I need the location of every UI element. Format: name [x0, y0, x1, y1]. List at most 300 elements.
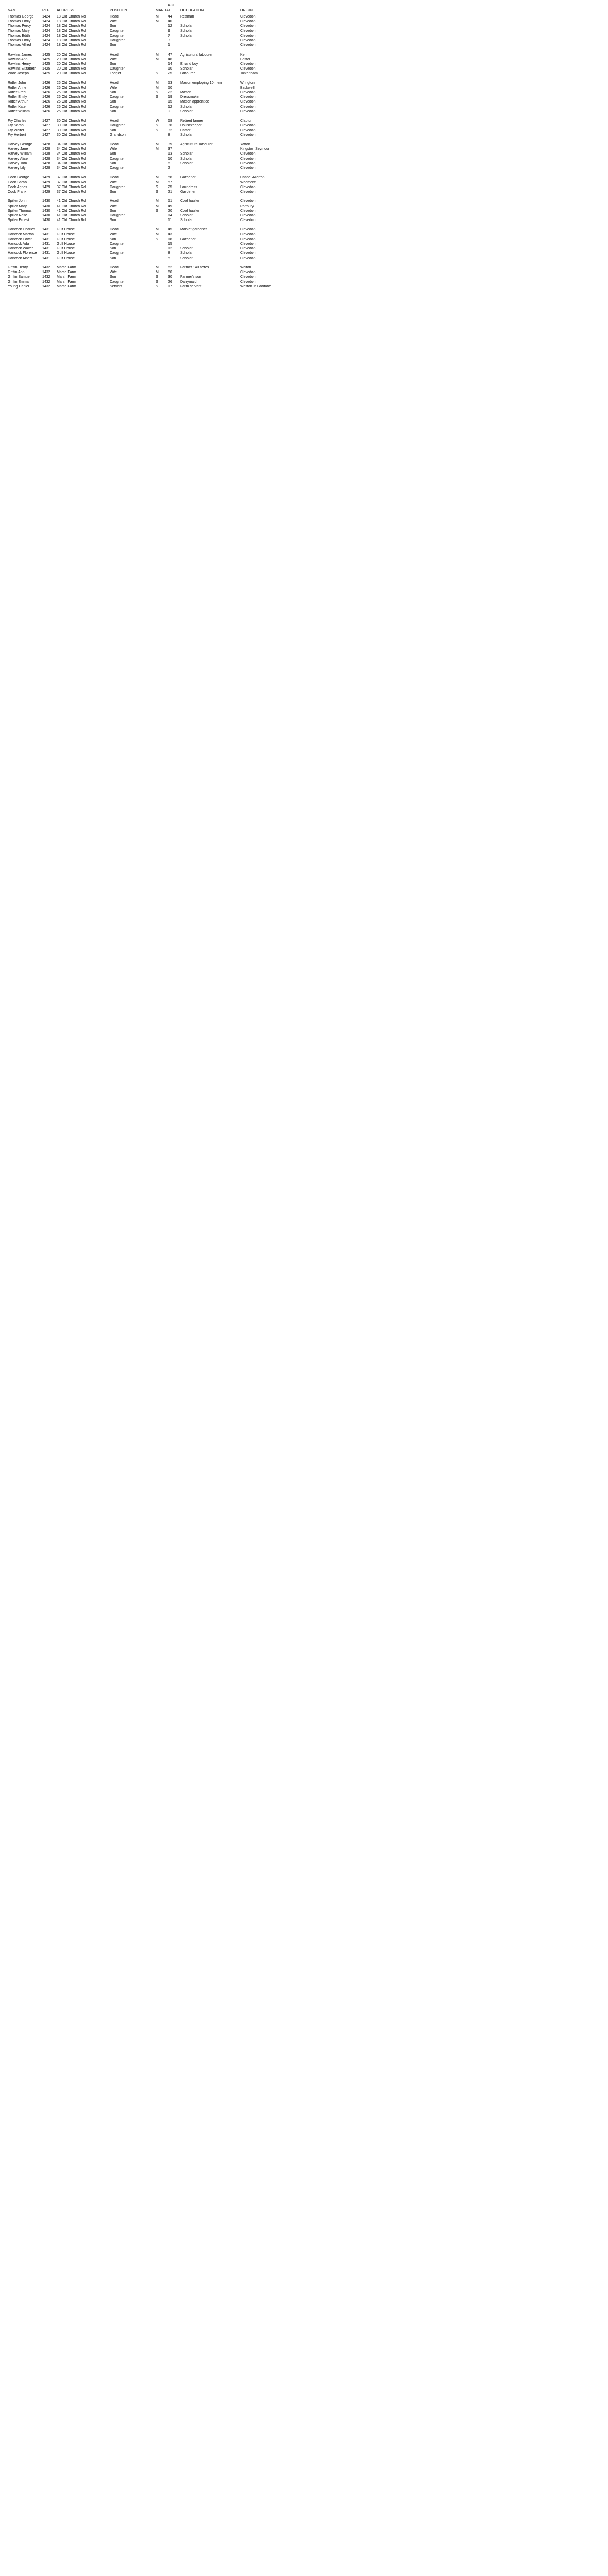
cell-ref: 1424 [42, 43, 50, 47]
cell-position: Son [110, 161, 116, 165]
cell-name: Rawlins Henry [8, 62, 31, 66]
cell-address: 26 Old Church Rd [57, 95, 86, 99]
cell-name: Thomas Edith [8, 33, 30, 38]
person-row [0, 199, 608, 204]
cell-ref: 1428 [42, 147, 50, 151]
cell-age: 9 [168, 29, 170, 33]
cell-position: Daughter [110, 280, 125, 284]
cell-address: 18 Old Church Rd [57, 24, 86, 28]
cell-position: Son [110, 209, 116, 213]
cell-marital: W [156, 119, 159, 123]
cell-occupation: Scholar [180, 67, 193, 71]
cell-ref: 1430 [42, 218, 50, 223]
cell-occupation: Scholar [180, 218, 193, 223]
cell-ref: 1428 [42, 143, 50, 147]
cell-origin: Clevedon [240, 152, 256, 156]
cell-age: 58 [168, 176, 172, 180]
cell-occupation: Scholar [180, 33, 193, 38]
cell-occupation: Farm servant [180, 284, 202, 289]
cell-origin: Clevedon [240, 251, 256, 256]
cell-age: 57 [168, 180, 172, 184]
cell-address: 41 Old Church Rd [57, 213, 86, 217]
cell-ref: 1431 [42, 256, 50, 260]
cell-origin: Clevedon [240, 109, 256, 113]
cell-age: 12 [168, 105, 172, 109]
cell-position: Son [110, 275, 116, 279]
cell-occupation: Scholar [180, 105, 193, 109]
cell-age: 30 [168, 275, 172, 279]
cell-position: Son [110, 190, 116, 194]
cell-name: Cook Frank [8, 190, 27, 194]
cell-origin: Tickenham [240, 72, 258, 76]
person-row [0, 24, 608, 28]
cell-name: Ridler William [8, 109, 30, 113]
header-position: POSITION [110, 9, 127, 12]
cell-position: Wife [110, 86, 117, 90]
cell-position: Daughter [110, 124, 125, 128]
cell-marital: M [156, 86, 159, 90]
cell-position: Head [110, 199, 119, 204]
cell-age: 25 [168, 185, 172, 189]
cell-age: 68 [168, 119, 172, 123]
cell-origin: Clevedon [240, 237, 256, 241]
cell-name: Thomas Percy [8, 24, 31, 28]
cell-ref: 1431 [42, 228, 50, 232]
cell-name: Cook Agnes [8, 185, 27, 189]
cell-address: Gulf House [57, 242, 75, 246]
cell-origin: Clevedon [240, 124, 256, 128]
cell-age: 9 [168, 109, 170, 113]
cell-address: 26 Old Church Rd [57, 105, 86, 109]
person-row [0, 128, 608, 133]
cell-name: Thomas Emily [8, 38, 31, 42]
cell-occupation: Errand boy [180, 62, 198, 66]
cell-marital: S [156, 185, 158, 189]
cell-origin: Clevedon [240, 157, 256, 161]
cell-age: 47 [168, 53, 172, 57]
cell-occupation: Market gardener [180, 228, 207, 232]
cell-address: 34 Old Church Rd [57, 152, 86, 156]
header-marital: MARITAL [156, 9, 171, 12]
cell-address: Marsh Farm [57, 265, 76, 269]
cell-origin: Clevedon [240, 15, 256, 19]
cell-origin: Clevedon [240, 199, 256, 204]
person-row [0, 53, 608, 57]
cell-position: Wife [110, 270, 117, 275]
cell-occupation: Carter [180, 128, 191, 132]
cell-occupation: Farmer 140 acres [180, 265, 209, 269]
cell-ref: 1428 [42, 157, 50, 161]
cell-position: Son [110, 43, 116, 47]
cell-age: 17 [168, 284, 172, 289]
cell-position: Head [110, 228, 119, 232]
cell-name: Hancock Albert [8, 256, 32, 260]
cell-occupation: Scholar [180, 152, 193, 156]
person-row [0, 123, 608, 128]
cell-name: Ridler Arthur [8, 100, 28, 104]
cell-marital: S [156, 72, 158, 76]
cell-origin: Clevedon [240, 95, 256, 99]
cell-age: 25 [168, 72, 172, 76]
cell-age: 8 [168, 133, 170, 137]
cell-occupation: Scholar [180, 256, 193, 260]
person-row [0, 38, 608, 43]
cell-address: 41 Old Church Rd [57, 204, 86, 208]
cell-name: Hancock Martha [8, 232, 34, 236]
cell-name: Hancock Florence [8, 251, 37, 256]
cell-origin: Clevedon [240, 100, 256, 104]
cell-ref: 1425 [42, 53, 50, 57]
cell-occupation: Scholar [180, 247, 193, 251]
cell-address: 26 Old Church Rd [57, 81, 86, 85]
household-separator [0, 261, 608, 265]
cell-occupation: Dressmaker [180, 95, 200, 99]
cell-name: Rawlins James [8, 53, 32, 57]
person-row [0, 43, 608, 47]
person-row [0, 180, 608, 185]
cell-origin: Clevedon [240, 91, 256, 94]
cell-marital: M [156, 265, 159, 269]
cell-origin: Clevedon [240, 24, 256, 28]
cell-age: 22 [168, 91, 172, 94]
cell-name: Thomas Mary [8, 29, 30, 33]
household-separator [0, 223, 608, 227]
cell-position: Daughter [110, 213, 125, 217]
cell-origin: Chapel Allerton [240, 176, 265, 180]
cell-position: Wife [110, 180, 117, 184]
cell-marital: S [156, 284, 158, 289]
cell-occupation: Labourer [180, 72, 195, 76]
cell-position: Wife [110, 147, 117, 151]
cell-ref: 1432 [42, 275, 50, 279]
cell-address: 30 Old Church Rd [57, 119, 86, 123]
cell-age: 20 [168, 209, 172, 213]
cell-ref: 1428 [42, 152, 50, 156]
cell-name: Spiller Rose [8, 213, 27, 217]
cell-marital: S [156, 280, 158, 284]
cell-ref: 1429 [42, 180, 50, 184]
cell-age: 21 [168, 190, 172, 194]
cell-marital: S [156, 275, 158, 279]
cell-occupation: Retired farmer [180, 119, 204, 123]
cell-age: 7 [168, 33, 170, 38]
cell-position: Son [110, 247, 116, 251]
cell-occupation: Reaman [180, 15, 194, 19]
cell-position: Head [110, 265, 119, 269]
cell-name: Harvey Lily [8, 166, 26, 170]
cell-ref: 1431 [42, 242, 50, 246]
household-separator [0, 76, 608, 80]
cell-age: 53 [168, 81, 172, 85]
cell-marital: M [156, 232, 159, 236]
cell-address: 26 Old Church Rd [57, 100, 86, 104]
cell-marital: S [156, 91, 158, 94]
cell-origin: Clevedon [240, 213, 256, 217]
column-header-row [0, 0, 608, 14]
cell-age: 32 [168, 128, 172, 132]
person-row [0, 142, 608, 147]
cell-occupation: Farmer's son [180, 275, 201, 279]
cell-age: 40 [168, 20, 172, 24]
person-row [0, 280, 608, 284]
cell-name: Ridler Kate [8, 105, 26, 109]
person-row [0, 237, 608, 242]
cell-position: Son [110, 218, 116, 223]
cell-ref: 1432 [42, 280, 50, 284]
cell-position: Head [110, 143, 119, 147]
cell-age: 44 [168, 15, 172, 19]
cell-marital: M [156, 143, 159, 147]
header-address: ADDRESS [57, 9, 74, 12]
cell-origin: Clevedon [240, 185, 256, 189]
cell-name: Spiller Ernest [8, 218, 29, 223]
person-row [0, 57, 608, 62]
cell-address: 30 Old Church Rd [57, 133, 86, 137]
cell-name: Thomas George [8, 15, 34, 19]
person-row [0, 270, 608, 275]
cell-ref: 1426 [42, 109, 50, 113]
cell-address: 34 Old Church Rd [57, 161, 86, 165]
cell-position: Wife [110, 57, 117, 61]
person-row [0, 133, 608, 138]
cell-ref: 1430 [42, 204, 50, 208]
cell-address: Gulf House [57, 247, 75, 251]
person-row [0, 105, 608, 109]
cell-position: Head [110, 119, 119, 123]
household-separator [0, 194, 608, 199]
person-row [0, 190, 608, 194]
header-origin: ORIGIN [240, 9, 253, 12]
cell-ref: 1427 [42, 128, 50, 132]
cell-address: 26 Old Church Rd [57, 91, 86, 94]
household-list [0, 14, 608, 289]
cell-address: 26 Old Church Rd [57, 109, 86, 113]
cell-address: 20 Old Church Rd [57, 67, 86, 71]
person-row [0, 71, 608, 76]
person-row [0, 213, 608, 218]
header-age: AGE [168, 4, 176, 7]
cell-occupation: Gardener [180, 176, 196, 180]
person-row [0, 284, 608, 289]
cell-age: 62 [168, 265, 172, 269]
cell-address: 41 Old Church Rd [57, 209, 86, 213]
cell-address: Gulf House [57, 251, 75, 256]
cell-ref: 1430 [42, 199, 50, 204]
cell-origin: Clevedon [240, 247, 256, 251]
cell-name: Cook Sarah [8, 180, 27, 184]
cell-origin: Wrington [240, 81, 255, 85]
cell-occupation: Scholar [180, 161, 193, 165]
cell-name: Fry Walter [8, 128, 25, 132]
cell-age: 18 [168, 237, 172, 241]
cell-address: 18 Old Church Rd [57, 29, 86, 33]
cell-origin: Yatton [240, 143, 250, 147]
cell-position: Son [110, 109, 116, 113]
cell-address: 41 Old Church Rd [57, 199, 86, 204]
cell-name: Ridler Emily [8, 95, 27, 99]
cell-address: 18 Old Church Rd [57, 20, 86, 24]
cell-ref: 1430 [42, 209, 50, 213]
cell-position: Son [110, 91, 116, 94]
cell-age: 14 [168, 213, 172, 217]
cell-marital: M [156, 57, 159, 61]
cell-name: Spiller John [8, 199, 27, 204]
person-row [0, 232, 608, 237]
cell-name: Cook George [8, 176, 29, 180]
cell-ref: 1426 [42, 100, 50, 104]
cell-marital: M [156, 53, 159, 57]
cell-age: 50 [168, 86, 172, 90]
person-row [0, 209, 608, 213]
cell-origin: Clevedon [240, 20, 256, 24]
cell-age: 36 [168, 124, 172, 128]
cell-occupation: Scholar [180, 133, 193, 137]
cell-position: Son [110, 62, 116, 66]
cell-position: Head [110, 53, 119, 57]
cell-occupation: Laundress [180, 185, 197, 189]
cell-age: 1 [168, 43, 170, 47]
cell-name: Hancock Edwin [8, 237, 33, 241]
cell-origin: Clevedon [240, 133, 256, 137]
cell-address: 30 Old Church Rd [57, 124, 86, 128]
cell-position: Wife [110, 232, 117, 236]
cell-address: 20 Old Church Rd [57, 57, 86, 61]
cell-name: Fry Herbert [8, 133, 26, 137]
cell-ref: 1430 [42, 213, 50, 217]
cell-age: 45 [168, 228, 172, 232]
cell-ref: 1425 [42, 72, 50, 76]
cell-position: Daughter [110, 67, 125, 71]
person-row [0, 147, 608, 151]
cell-address: 18 Old Church Rd [57, 15, 86, 19]
cell-origin: Kingston Seymour [240, 147, 270, 151]
cell-ref: 1427 [42, 119, 50, 123]
cell-age: 12 [168, 247, 172, 251]
cell-name: Ridler John [8, 81, 26, 85]
cell-position: Grandson [110, 133, 126, 137]
cell-origin: Clevedon [240, 209, 256, 213]
cell-address: Marsh Farm [57, 280, 76, 284]
cell-position: Daughter [110, 185, 125, 189]
person-row [0, 81, 608, 86]
cell-ref: 1428 [42, 166, 50, 170]
person-row [0, 256, 608, 261]
cell-marital: S [156, 124, 158, 128]
cell-address: Marsh Farm [57, 275, 76, 279]
cell-address: 30 Old Church Rd [57, 128, 86, 132]
cell-position: Son [110, 100, 116, 104]
household-separator [0, 114, 608, 118]
cell-origin: Clevedon [240, 256, 256, 260]
cell-name: Thomas Alfred [8, 43, 31, 47]
cell-name: Rawlins Ann [8, 57, 28, 61]
cell-occupation: Scholar [180, 157, 193, 161]
cell-origin: Clevedon [240, 190, 256, 194]
cell-age: 3 [168, 38, 170, 42]
cell-origin: Clevedon [240, 270, 256, 275]
cell-position: Daughter [110, 242, 125, 246]
cell-ref: 1432 [42, 284, 50, 289]
header-name: NAME [8, 9, 19, 12]
cell-name: Thomas Emily [8, 20, 31, 24]
cell-position: Son [110, 128, 116, 132]
cell-position: Daughter [110, 105, 125, 109]
cell-position: Son [110, 256, 116, 260]
person-row [0, 161, 608, 166]
cell-position: Head [110, 81, 119, 85]
cell-occupation: Scholar [180, 29, 193, 33]
cell-name: Rawlins Elizabeth [8, 67, 37, 71]
cell-name: Fry Charles [8, 119, 27, 123]
person-row [0, 95, 608, 99]
cell-marital: M [156, 180, 159, 184]
household-separator [0, 171, 608, 175]
person-row [0, 204, 608, 209]
cell-name: Harvey George [8, 143, 32, 147]
cell-address: Marsh Farm [57, 284, 76, 289]
cell-origin: Clevedon [240, 67, 256, 71]
cell-name: Hancock Charles [8, 228, 36, 232]
cell-position: Daughter [110, 95, 125, 99]
cell-ref: 1431 [42, 247, 50, 251]
cell-ref: 1426 [42, 86, 50, 90]
cell-origin: Clevedon [240, 275, 256, 279]
cell-origin: Clevedon [240, 242, 256, 246]
cell-address: Gulf House [57, 228, 75, 232]
person-row [0, 246, 608, 251]
cell-origin: Clevedon [240, 128, 256, 132]
cell-address: Gulf House [57, 256, 75, 260]
cell-ref: 1432 [42, 270, 50, 275]
cell-name: Ware Joseph [8, 72, 29, 76]
cell-address: 26 Old Church Rd [57, 86, 86, 90]
cell-origin: Backwell [240, 86, 255, 90]
person-row [0, 62, 608, 66]
cell-origin: Walton [240, 265, 251, 269]
cell-marital: S [156, 128, 158, 132]
person-row [0, 227, 608, 232]
cell-origin: Clevedon [240, 166, 256, 170]
cell-ref: 1426 [42, 105, 50, 109]
cell-name: Harvey Jane [8, 147, 28, 151]
cell-ref: 1424 [42, 24, 50, 28]
cell-origin: Kenn [240, 53, 249, 57]
cell-occupation: Gardener [180, 237, 196, 241]
cell-position: Lodger [110, 72, 121, 76]
cell-address: 41 Old Church Rd [57, 218, 86, 223]
cell-occupation: Coal haulier [180, 209, 200, 213]
cell-origin: Clevedon [240, 29, 256, 33]
person-row [0, 251, 608, 256]
cell-origin: Bristol [240, 57, 250, 61]
cell-occupation: Mason [180, 91, 192, 94]
cell-position: Servant [110, 284, 123, 289]
cell-address: 34 Old Church Rd [57, 157, 86, 161]
person-row [0, 166, 608, 171]
cell-age: 39 [168, 143, 172, 147]
cell-origin: Portbury [240, 204, 254, 208]
cell-name: Hancock Walter [8, 247, 33, 251]
cell-occupation: Scholar [180, 213, 193, 217]
cell-ref: 1429 [42, 176, 50, 180]
cell-position: Wife [110, 20, 117, 24]
census-sheet [0, 0, 608, 289]
cell-address: 20 Old Church Rd [57, 62, 86, 66]
cell-marital: S [156, 190, 158, 194]
cell-position: Daughter [110, 38, 125, 42]
person-row [0, 109, 608, 114]
cell-name: Harvey Tom [8, 161, 27, 165]
